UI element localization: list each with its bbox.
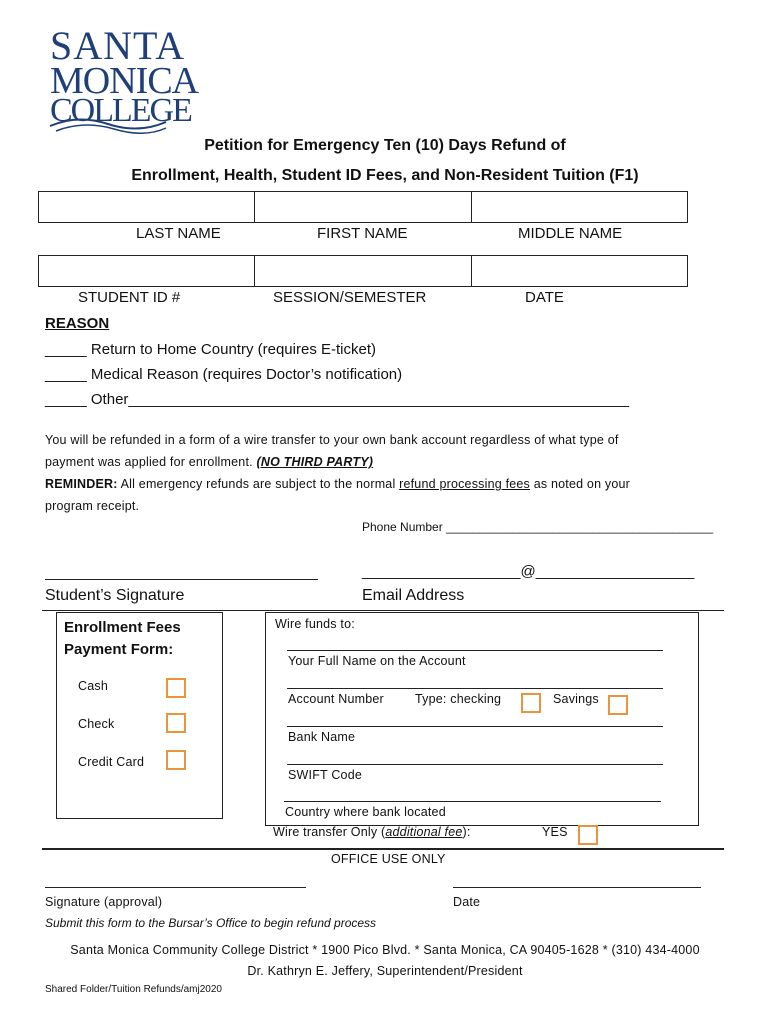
approval-date-label: Date (453, 895, 481, 909)
student-signature-line[interactable] (45, 579, 318, 580)
swift-code-label: SWIFT Code (288, 768, 363, 782)
footer-folder-path: Shared Folder/Tuition Refunds/amj2020 (45, 984, 222, 995)
phone-field[interactable] (362, 520, 713, 534)
phone-line: ________________________________________ (446, 520, 714, 534)
reason-option-other[interactable] (45, 391, 629, 408)
middle-name-input[interactable] (472, 192, 687, 222)
country-label: Country where bank located (285, 805, 446, 819)
reminder-text-end: as noted on your (533, 477, 631, 491)
logo-line-3: COLLEGE (50, 92, 191, 129)
submit-instruction: Submit this form to the Bursar’s Office to begin refund process (45, 916, 377, 930)
first-name-label: FIRST NAME (317, 225, 408, 242)
payment-option-cash: Cash (78, 679, 108, 693)
notice-line-4: program receipt. (45, 499, 140, 513)
checking-checkbox[interactable] (521, 693, 541, 713)
payment-form-title-line-1: Enrollment Fees (64, 619, 181, 636)
savings-checkbox[interactable] (608, 695, 628, 715)
last-name-input[interactable] (39, 192, 255, 222)
session-semester-label: SESSION/SEMESTER (273, 289, 427, 306)
reason-option-return[interactable] (45, 341, 376, 358)
logo-wave-icon (48, 112, 168, 134)
reason-blank: _____ (45, 366, 87, 383)
full-name-label: Your Full Name on the Account (288, 654, 466, 668)
reminder-label: REMINDER: (45, 477, 118, 491)
credit-card-checkbox[interactable] (166, 750, 186, 770)
bank-name-input-line[interactable] (287, 726, 663, 727)
reason-blank: _____ (45, 391, 87, 408)
logo-line-1: SANTA (50, 23, 186, 68)
reminder-text: All emergency refunds are subject to the normal (120, 477, 396, 491)
notice-line-2-text: payment was applied for enrollment. (45, 455, 253, 469)
account-number-label: Account Number (288, 692, 384, 706)
cash-checkbox[interactable] (166, 678, 186, 698)
bank-name-label: Bank Name (288, 730, 356, 744)
wire-only-close: ): (462, 825, 471, 839)
name-fields-row (38, 191, 688, 223)
middle-name-label: MIDDLE NAME (518, 225, 623, 242)
notice-line-1: You will be refunded in a form of a wire transfer to your own bank account regardless of what type of (45, 433, 619, 447)
payment-form-title-line-2: Payment Form: (64, 641, 174, 658)
reminder-line (45, 477, 630, 491)
check-checkbox[interactable] (166, 713, 186, 733)
refund-fees-link[interactable]: refund processing fees (399, 477, 530, 491)
office-use-heading: OFFICE USE ONLY (331, 852, 446, 866)
email-input-line[interactable]: ___________________@___________________ (362, 563, 695, 580)
payment-option-credit-card: Credit Card (78, 755, 145, 769)
email-label: Email Address (362, 587, 465, 604)
swift-code-input-line[interactable] (287, 764, 663, 765)
country-input-line[interactable] (284, 801, 661, 802)
id-fields-row (38, 255, 688, 287)
first-name-input[interactable] (255, 192, 471, 222)
payment-form-title (64, 617, 181, 661)
account-number-input-line[interactable] (287, 688, 663, 689)
form-title-line-1: Petition for Emergency Ten (10) Days Refund of (204, 137, 566, 154)
wire-only-label (273, 825, 471, 839)
reason-blank: _____ (45, 341, 87, 358)
reason-option-label: Medical Reason (requires Doctor’s notification) (90, 366, 403, 383)
student-id-input[interactable] (39, 256, 255, 286)
logo-line-2: MONICA (50, 60, 199, 102)
session-semester-input[interactable] (255, 256, 471, 286)
no-third-party-note: (NO THIRD PARTY) (256, 455, 374, 469)
yes-label: YES (542, 825, 568, 839)
wire-funds-panel (265, 612, 699, 826)
savings-label: Savings (553, 692, 599, 706)
last-name-label: LAST NAME (136, 225, 221, 242)
office-divider (42, 848, 724, 850)
student-id-label: STUDENT ID # (78, 289, 181, 306)
reason-option-label: Other____________________________________________________________ (90, 391, 629, 408)
approval-date-line[interactable] (453, 887, 701, 888)
approval-signature-label: Signature (approval) (45, 895, 163, 909)
form-title-line-2: Enrollment, Health, Student ID Fees, and Non-Resident Tuition (F1) (131, 167, 639, 184)
wire-only-text: Wire transfer Only ( (273, 825, 386, 839)
approval-signature-line[interactable] (45, 887, 306, 888)
divider (42, 610, 724, 611)
reason-heading: REASON (45, 315, 110, 332)
account-type-label: Type: checking (415, 692, 502, 706)
phone-label: Phone Number (362, 520, 443, 534)
notice-line-2 (45, 455, 373, 469)
date-input[interactable] (472, 256, 687, 286)
student-signature-label: Student’s Signature (45, 587, 185, 604)
reason-option-label: Return to Home Country (requires E-ticket) (90, 341, 376, 358)
footer-president: Dr. Kathryn E. Jeffery, Superintendent/President (247, 964, 523, 978)
wire-yes-checkbox[interactable] (578, 825, 598, 845)
reason-option-medical[interactable] (45, 366, 402, 383)
additional-fee-note: additional fee (385, 825, 463, 839)
date-label: DATE (525, 289, 564, 306)
wire-funds-heading: Wire funds to: (275, 617, 355, 631)
payment-option-check: Check (78, 717, 115, 731)
full-name-input-line[interactable] (287, 650, 663, 651)
footer-address: Santa Monica Community College District * 1900 Pico Blvd. * Santa Monica, CA 90405-1628 * (310) 434-4000 (70, 943, 700, 957)
